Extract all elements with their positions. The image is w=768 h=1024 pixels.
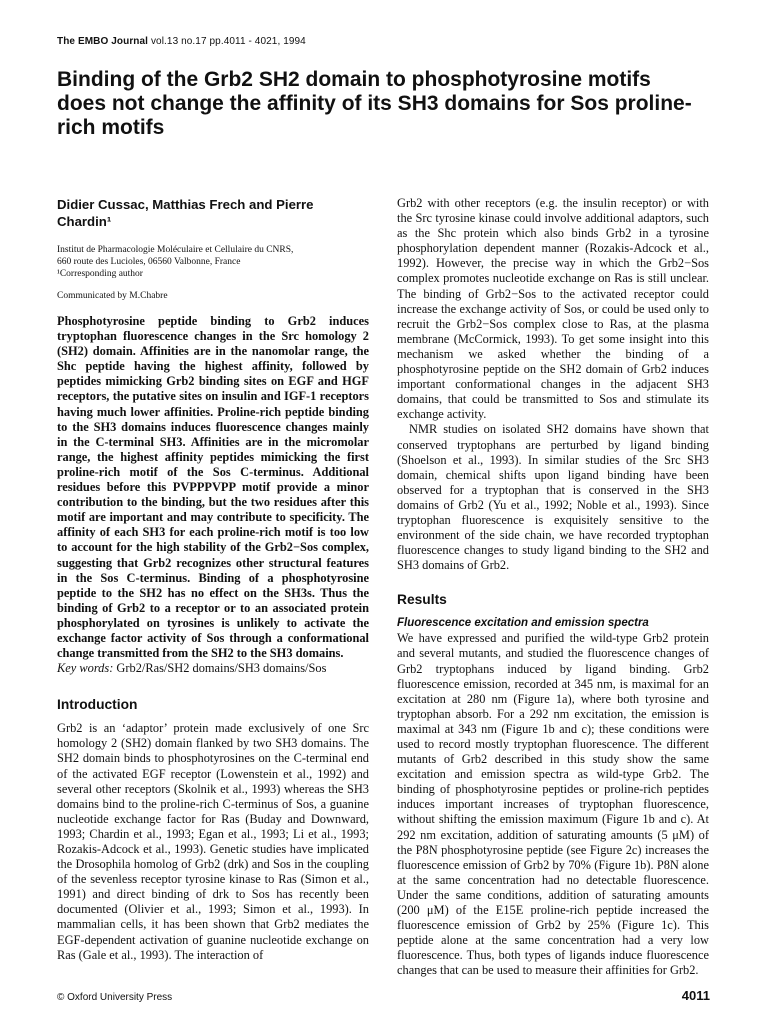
results-heading: Results — [397, 592, 447, 608]
intro-continuation-paragraph: Grb2 with other receptors (e.g. the insulin receptor) or with the Src tyrosine kinase could involve additional adaptors, such as the Shc protein which also binds Grb2 in a tyrosine phosphorylation dependent manner (Rozakis-Adcock et al., 1992). However, the precise way in which the Grb2−Sos complex promotes nucleotide exchange on Ras is still unclear. The binding of Grb2−Sos to the activated receptor could increase the exchange activity of Sos, or could be used only to recruit the Grb2−Sos complex close to Ras, at the plasma membrane (McCormick, 1993). To get some insight into this mechanism we asked whether the binding of a phosphotyrosine peptide on the SH2 domain of Grb2 induces important conformational changes in the adjacent SH3 domains, that could be transmitted to Sos and stimulate its exchange activity. — [397, 196, 709, 422]
affiliation-line-1: Institut de Pharmacologie Moléculaire et Cellulaire du CNRS, — [57, 245, 294, 255]
journal-details: vol.13 no.17 pp.4011 - 4021, 1994 — [148, 36, 306, 47]
right-column — [397, 196, 709, 979]
keywords — [57, 661, 369, 676]
abstract: Phosphotyrosine peptide binding to Grb2 induces tryptophan fluorescence changes in the Src homology 2 (SH2) domain. Affinities are in the nanomolar range, the Shc peptide having the highest affinity, followed by peptides mimicking Grb2 binding sites on EGF and HGF receptors, the putative sites on insulin and IGF-1 receptors having much lower affinities. Proline-rich peptide binding to the SH3 domains induces fluorescence changes mainly in the C-terminal SH3. Affinities are in the micromolar range, the highest affinity peptides mimicking the first proline-rich motif of the Sos C-terminus. Additional residues before this PVPPPVPP motif provide a minor contribution to the binding, but the two residues after this motif are important and may contribute to specificity. The affinity of each SH3 for each proline-rich motif is too low to account for the high stability of the Grb2−Sos complex, suggesting that Grb2 recognizes other structural features in the Sos C-terminus. Binding of a phosphotyrosine peptide to the SH2 has no effect on the SH3s. Thus the binding of Grb2 to a receptor or to an associated protein phosphorylated on tyrosines is unlikely to activate the exchange factor activity of Sos through a conformational change transmitted from the SH2 to the SH3 domains. — [57, 314, 369, 661]
author-list: Didier Cussac, Matthias Frech and Pierre Chardin¹ — [57, 197, 314, 229]
introduction-paragraph: Grb2 is an ‘adaptor’ protein made exclusively of one Src homology 2 (SH2) domain flanked by two SH3 domains. The SH2 domain binds to phosphotyrosines on the C-terminal end of the activated EGF receptor (Lowenstein et al., 1992) and several other receptors (Skolnik et al., 1993) whereas the SH3 domains bind to the proline-rich C-terminus of Sos, a guanine nucleotide exchange factor for Ras (Buday and Downward, 1993; Chardin et al., 1993; Egan et al., 1993; Li et al., 1993; Rozakis-Adcock et al., 1993). Genetic studies have implicated the Drosophila homolog of Grb2 (drk) and Sos in the coupling of the sevenless receptor tyrosine kinase to Ras (Simon et al., 1991) and direct binding of drk to Sos has recently been documented (Olivier et al., 1993; Simon et al., 1993). In mammalian cells, it has been shown that Grb2 mediates the EGF-dependent activation of guanine nucleotide exchange on Ras (Gale et al., 1993). The interaction of — [57, 721, 369, 962]
communicated-by: Communicated by M.Chabre — [57, 291, 168, 301]
affiliation-line-2: 660 route des Lucioles, 06560 Valbonne, France — [57, 257, 241, 267]
keywords-label: Key words: — [57, 661, 114, 676]
journal-name: The EMBO Journal — [57, 36, 149, 47]
keywords-text: Grb2/Ras/SH2 domains/SH3 domains/Sos — [113, 661, 327, 676]
results-paragraph: We have expressed and purified the wild-type Grb2 protein and several mutants, and studied the fluorescence changes of Grb2 tryptophans induced by ligand binding. Grb2 fluorescence emission, recorded at 345 nm, is maximal for an excitation at 280 nm (Figure 1a), where both tyrosine and tryptophan absorb. For a 292 nm excitation, the emission is maximal at 343 nm (Figure 1b and c); these conditions were used to record mostly tryptophan fluorescence. The different mutants of Grb2 described in this study show the same excitation and emission spectra as wild-type Grb2. The binding of phosphotyrosine peptides or proline-rich peptides induces important increases of tryptophan fluorescence, without shifting the emission maximum (Figure 1b and c). At 292 nm excitation, addition of saturating amounts (5 μM) of the P8N phosphotyrosine peptide (see Figure 2c) increases the fluorescence emission of Grb2 by 70% (Figure 1b). P8N alone at the same concentration had no detectable fluorescence. Under the same conditions, addition of saturating amounts (200 μM) of the E15E proline-rich peptide increased the fluorescence emission of Grb2 by 25% (Figure 1c). This peptide alone at the same concentration had a very low fluorescence. Thus, both types of ligands induce fluorescence changes that can be used to measure their affinities for Grb2. — [397, 631, 709, 978]
fluorescence-subheading: Fluorescence excitation and emission spectra — [397, 617, 649, 630]
left-column — [57, 196, 369, 963]
nmr-paragraph: NMR studies on isolated SH2 domains have shown that conserved tryptophans are perturbed by ligand binding (Shoelson et al., 1993). In similar studies of the Src SH3 domain, chemical shifts upon ligand binding have been observed for a tryptophan that is conserved in the SH3 domains of Grb2 (Yu et al., 1992; Noble et al., 1993). Since tryptophan fluorescence is exquisitely sensitive to the environment of the side chain, we have recorded tryptophan fluorescence changes to study ligand binding to the SH2 and SH3 domains of Grb2. — [397, 422, 709, 573]
affiliation — [57, 244, 369, 280]
article-title: Binding of the Grb2 SH2 domain to phosphotyrosine motifs does not change the affinity of its SH3 domains for Sos proline-rich motifs — [57, 68, 692, 139]
journal-header — [57, 36, 306, 47]
page-number: 4011 — [681, 988, 710, 1003]
introduction-heading: Introduction — [57, 697, 138, 713]
publisher-copyright: © Oxford University Press — [57, 992, 173, 1003]
corresponding-author-note: ¹Corresponding author — [57, 269, 143, 279]
